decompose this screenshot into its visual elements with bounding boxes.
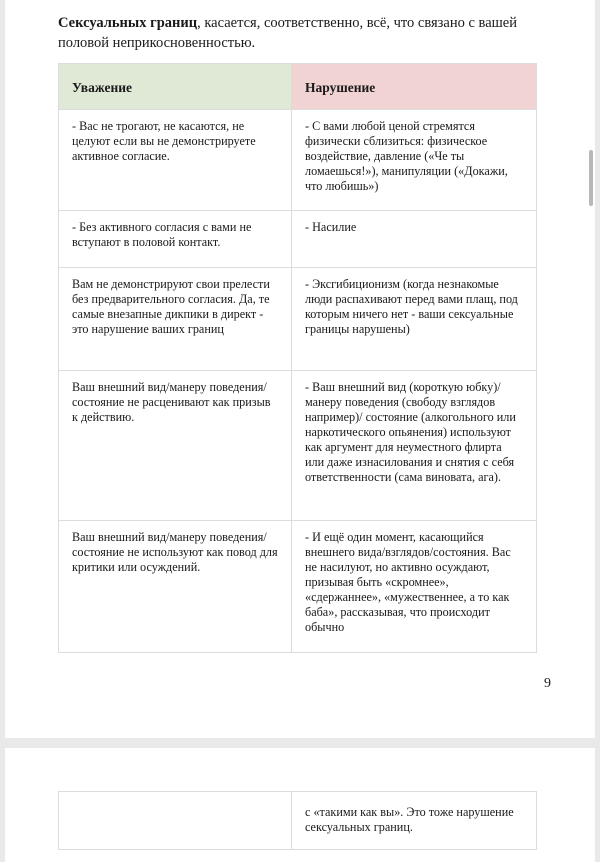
violation-text: - Эксгибиционизм (когда незнакомые люди распахивают перед вами плащ, под которым ничего нет - ваши сексуальные границы нарушены) (305, 277, 518, 336)
violation-cell (292, 211, 537, 268)
intro-text: , касается, соответственно, всё, что связано с вашей половой неприкосновенностью. (58, 15, 517, 51)
violation-cell (292, 371, 537, 521)
header-violation: Нарушение (292, 64, 537, 110)
respect-cell (59, 110, 292, 211)
violation-cell (292, 268, 537, 371)
respect-cell (59, 521, 292, 653)
intro-paragraph (58, 13, 558, 53)
respect-cell (59, 268, 292, 371)
respect-text: - Без активного согласия с вами не вступают в половой контакт. (72, 220, 252, 249)
respect-cell (59, 792, 292, 850)
table-header-row (59, 64, 537, 110)
header-respect: Уважение (59, 64, 292, 110)
violation-text: - И ещё один момент, касающийся внешнего вида/взглядов/состояния. Вас не насилуют, но активно осуждают, призывая быть «скромнее», «сдержаннее», «мужественнее, а то как баба», рассказывая, что происходит обычно (305, 530, 511, 634)
intro-bold-term: Сексуальных границ (58, 15, 198, 31)
page-number: 9 (544, 676, 551, 691)
respect-text: Ваш внешний вид/манеру поведения/состояние не расценивают как призыв к действию. (72, 380, 271, 424)
respect-text (72, 792, 278, 801)
respect-text: - Вас не трогают, не касаются, не целуют если вы не демонстрируете активное согласие. (72, 119, 256, 163)
respect-text: Вам не демонстрируют свои прелести без предварительного согласия. Да, те самые внезапные дикпики в директ - это нарушение ваших границ (72, 277, 270, 336)
table-row (59, 110, 537, 211)
table-row (59, 268, 537, 371)
violation-cell (292, 521, 537, 653)
boundaries-table (58, 63, 537, 653)
violation-text: - Ваш внешний вид (короткую юбку)/манеру поведения (свободу взглядов например)/ состояние (алкогольного или наркотического опьянения) используют как аргумент для неуместного флирта или даже изнасилования и снятия с себя ответственности (сама виновата, ага). (305, 380, 516, 484)
table-row (59, 521, 537, 653)
document-page-10 (5, 748, 595, 862)
table-row (59, 371, 537, 521)
violation-cell (292, 792, 537, 850)
boundaries-table-continued (58, 791, 537, 850)
table-row (59, 211, 537, 268)
respect-cell (59, 211, 292, 268)
table-row (59, 792, 537, 850)
violation-text: с «такими как вы». Это тоже нарушение сексуальных границ. (305, 805, 514, 834)
violation-text: - С вами любой ценой стремятся физически сблизиться: физическое воздействие, давление («Че ты ломаешься!»), манипуляции («Докажи, что любишь») (305, 119, 508, 193)
respect-text: Ваш внешний вид/манеру поведения/состояние не используют как повод для критики или осуждений. (72, 530, 278, 574)
respect-cell (59, 371, 292, 521)
scrollbar-thumb[interactable] (589, 150, 593, 206)
violation-cell (292, 110, 537, 211)
document-page-9 (5, 0, 595, 738)
violation-text: - Насилие (305, 220, 357, 234)
